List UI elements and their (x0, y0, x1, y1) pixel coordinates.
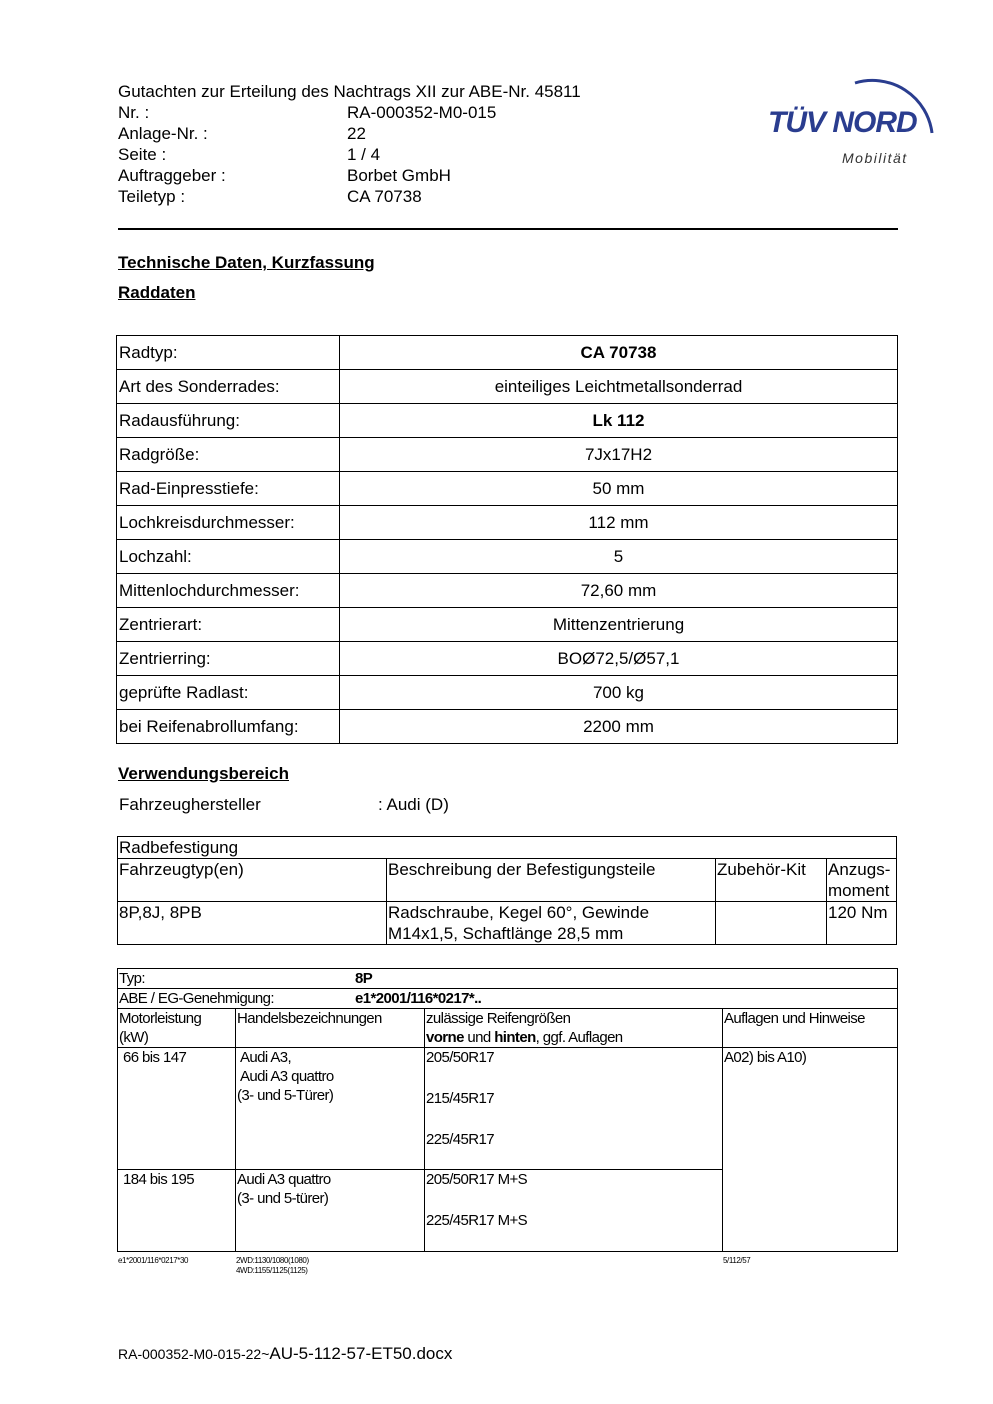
row-value: CA 70738 (340, 336, 898, 370)
row-value: 72,60 mm (340, 574, 898, 608)
auflagen-label: , ggf. Auflagen (535, 1029, 623, 1046)
cell-tyres (425, 1170, 723, 1252)
header-anzugsmoment (827, 859, 897, 902)
reifen-sublabel (426, 1028, 721, 1047)
row-label: Zentrierring: (117, 642, 340, 676)
cell-anzugsmoment: 120 Nm (827, 902, 897, 945)
table-row (118, 902, 897, 945)
footer-id: RA-000352-M0-015-22~ (118, 1346, 270, 1362)
table-row (118, 969, 898, 989)
typ-value: 8P (355, 970, 373, 987)
footnote-2wd: 2WD:1130/1080(1080) (236, 1256, 309, 1265)
cell-names (236, 1048, 425, 1170)
name-line: Audi A3 quattro (240, 1068, 334, 1085)
tuv-nord-logo (760, 58, 940, 173)
table-row (117, 574, 898, 608)
footnote-approval: e1*2001/116*0217*30 (118, 1256, 189, 1265)
cell-tyres (425, 1048, 723, 1170)
logo-subtitle: Mobilität (842, 150, 908, 166)
row-value: 50 mm (340, 472, 898, 506)
name-line: Audi A3 quattro (237, 1171, 331, 1188)
cell-names (236, 1170, 425, 1252)
table-row (118, 1009, 898, 1048)
table-row (118, 859, 897, 902)
row-value: Mittenzentrierung (340, 608, 898, 642)
raddaten-table (116, 335, 898, 744)
row-label: Zentrierart: (117, 608, 340, 642)
table-row (117, 506, 898, 540)
row-label: bei Reifenabrollumfang: (117, 710, 340, 744)
row-label: Lochzahl: (117, 540, 340, 574)
cell-kw: 184 bis 195 (118, 1170, 236, 1252)
kw-label: (kW) (119, 1029, 149, 1046)
name-line: (3- und 5-türer) (237, 1190, 329, 1207)
footer-filename: AU-5-112-57-ET50.docx (269, 1344, 453, 1363)
table-row (117, 540, 898, 574)
header-anzugs: Anzugs- (828, 860, 891, 879)
row-label: Lochkreisdurchmesser: (117, 506, 340, 540)
tyre-size: 205/50R17 (426, 1049, 494, 1066)
radbefestigung-table (117, 836, 897, 945)
fahrzeughersteller-label: Fahrzeughersteller (119, 795, 261, 814)
cell-zubehoer-kit (716, 902, 827, 945)
typ-label: Typ: (119, 970, 145, 987)
cell-beschreibung (387, 902, 716, 945)
row-label: Radausführung: (117, 404, 340, 438)
tyre-size: 205/50R17 M+S (426, 1171, 528, 1188)
fahrzeughersteller-value: : Audi (D) (378, 795, 449, 814)
hinten-label: hinten (494, 1029, 536, 1046)
row-value: 112 mm (340, 506, 898, 540)
row-label: Radtyp: (117, 336, 340, 370)
table-row (117, 438, 898, 472)
abe-label: ABE / EG-Genehmigung: (119, 990, 274, 1007)
row-value: 7Jx17H2 (340, 438, 898, 472)
typ-table (117, 968, 898, 1252)
table-row (117, 472, 898, 506)
table-row (117, 710, 898, 744)
table-row (117, 608, 898, 642)
row-value: Lk 112 (340, 404, 898, 438)
tyre-size: 225/45R17 M+S (426, 1212, 528, 1229)
header-zubehoer-kit: Zubehör-Kit (716, 859, 827, 902)
header-moment: moment (828, 881, 890, 900)
name-line: (3- und 5-Türer) (237, 1087, 334, 1104)
abe-row (118, 989, 898, 1009)
header-handelsbezeichnungen: Handelsbezeichnungen (236, 1009, 425, 1048)
tyre-size: 225/45R17 (426, 1131, 494, 1148)
cell-fahrzeugtyp: 8P,8J, 8PB (118, 902, 387, 945)
document-footer (118, 1344, 452, 1364)
table-row (117, 336, 898, 370)
und-label: und (463, 1029, 495, 1046)
tyre-size: 215/45R17 (426, 1090, 494, 1107)
footnote-lk: 5/112/57 (723, 1256, 751, 1265)
row-value: 700 kg (340, 676, 898, 710)
row-value: BOØ72,5/Ø57,1 (340, 642, 898, 676)
header-beschreibung: Beschreibung der Befestigungsteile (387, 859, 716, 902)
section-heading-raddaten: Raddaten (118, 283, 196, 302)
logo-brand: TÜV NORD (768, 106, 917, 139)
table-row (117, 404, 898, 438)
motorleistung-label: Motorleistung (119, 1010, 202, 1027)
radbefestigung-title: Radbefestigung (118, 837, 897, 859)
header-fahrzeugtyp: Fahrzeugtyp(en) (118, 859, 387, 902)
section-heading-kurzfassung: Technische Daten, Kurzfassung (118, 253, 375, 272)
vorne-label: vorne (426, 1029, 464, 1046)
table-row (118, 1048, 898, 1170)
header-auflagen-hinweise: Auflagen und Hinweise (723, 1009, 898, 1048)
table-row (117, 370, 898, 404)
abe-value: e1*2001/116*0217*.. (355, 990, 482, 1007)
table-row (117, 642, 898, 676)
row-label: Mittenlochdurchmesser: (117, 574, 340, 608)
row-label: Radgröße: (117, 438, 340, 472)
header-motorleistung (118, 1009, 236, 1048)
footnote-4wd: 4WD:1155/1125(1125) (236, 1266, 308, 1275)
typ-row (118, 969, 898, 989)
row-label: Rad-Einpresstiefe: (117, 472, 340, 506)
cell-auflagen: A02) bis A10) (723, 1048, 898, 1252)
row-label: geprüfte Radlast: (117, 676, 340, 710)
header-divider (118, 228, 898, 230)
row-value: 5 (340, 540, 898, 574)
beschreibung-line-1: Radschraube, Kegel 60°, Gewinde (388, 903, 650, 922)
name-line: Audi A3, (240, 1049, 292, 1066)
row-value: 2200 mm (340, 710, 898, 744)
row-label: Art des Sonderrades: (117, 370, 340, 404)
row-value: einteiliges Leichtmetallsonderrad (340, 370, 898, 404)
reifen-label: zulässige Reifengrößen (426, 1010, 571, 1027)
section-heading-verwendungsbereich: Verwendungsbereich (118, 764, 289, 783)
beschreibung-line-2: M14x1,5, Schaftlänge 28,5 mm (388, 924, 624, 943)
header-reifengroessen (425, 1009, 723, 1048)
table-row (118, 989, 898, 1009)
table-row (117, 676, 898, 710)
table-row (118, 837, 897, 859)
cell-kw: 66 bis 147 (118, 1048, 236, 1170)
